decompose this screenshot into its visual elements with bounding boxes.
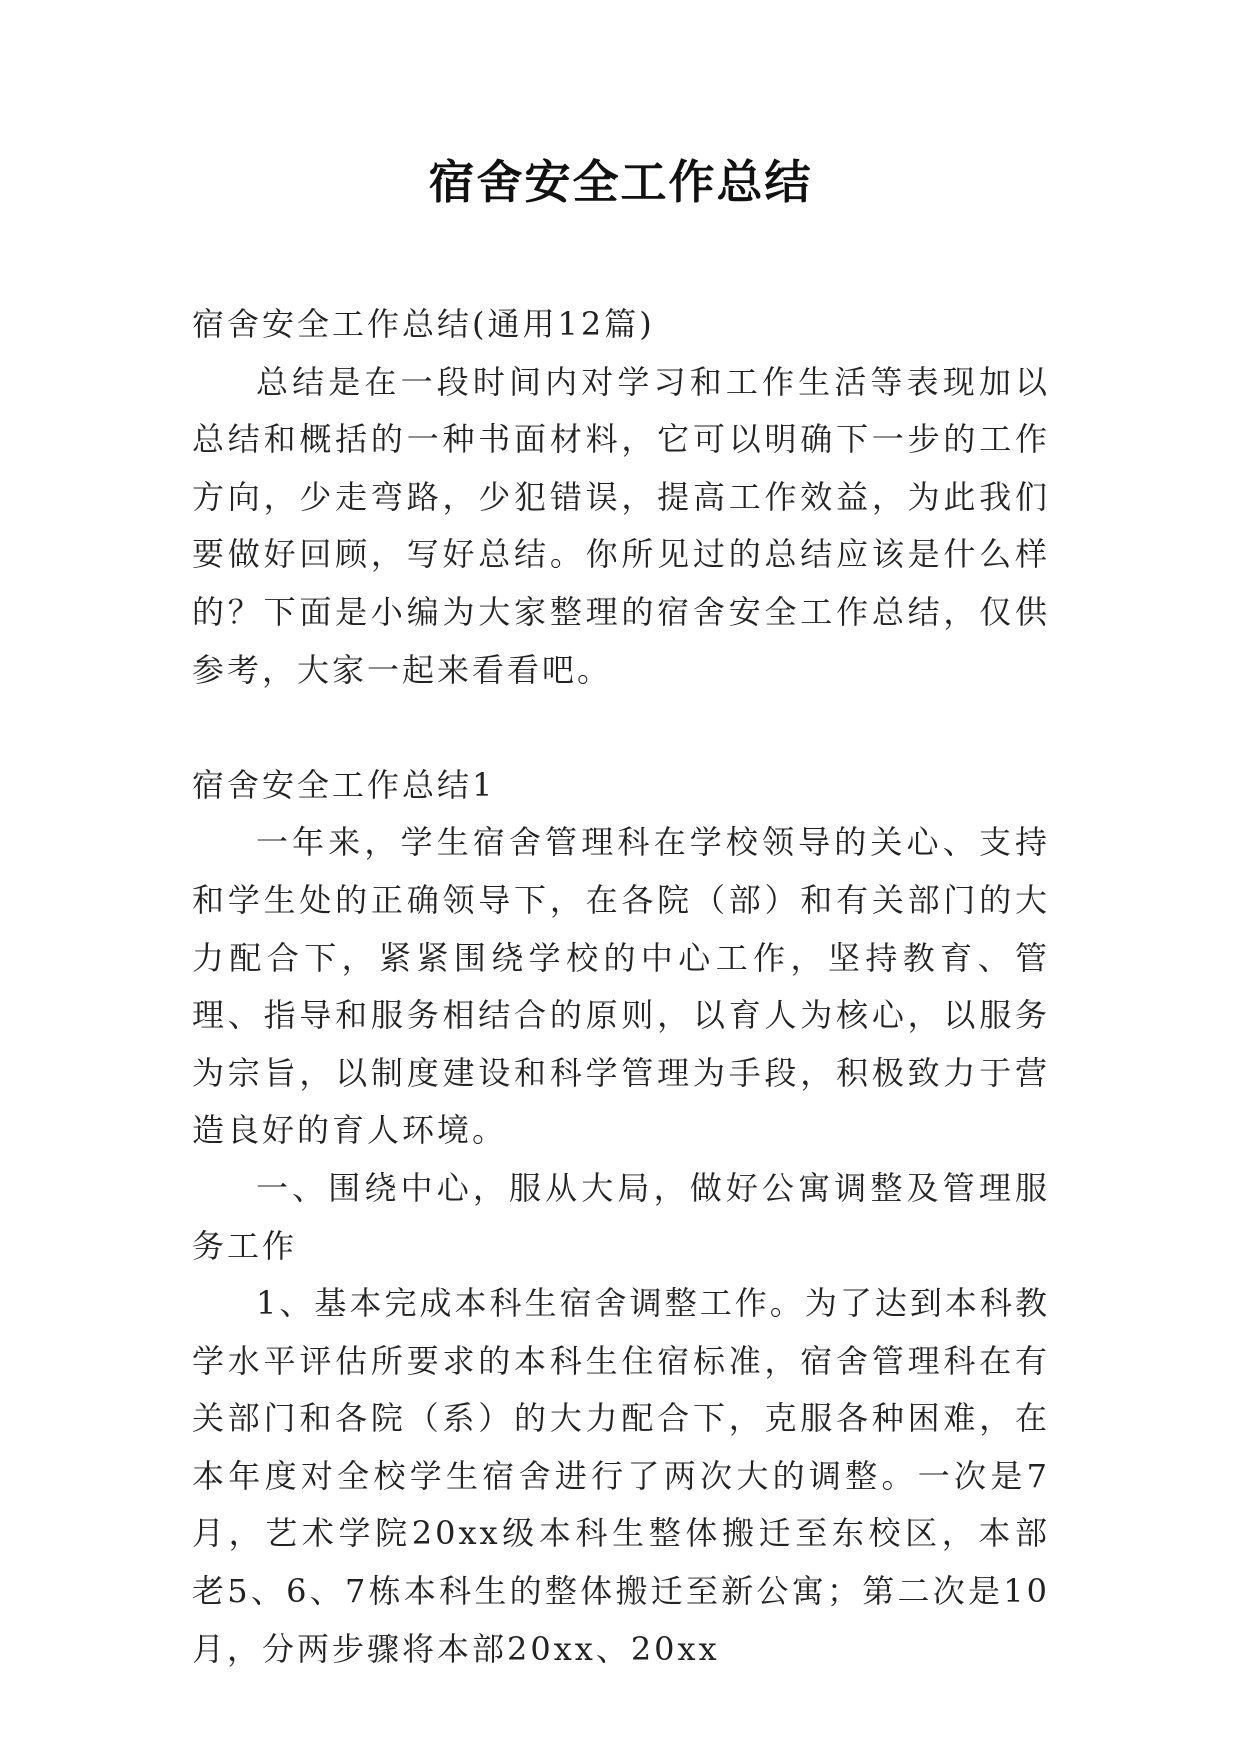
document-body <box>192 296 1050 1678</box>
section-heading: 宿舍安全工作总结1 <box>192 765 496 804</box>
paragraph-spacer <box>192 699 1050 757</box>
section-point-heading: 一、围绕中心，服从大局，做好公寓调整及管理服务工作 <box>192 1168 1050 1265</box>
document-subtitle: 宿舍安全工作总结(通用12篇) <box>192 305 655 343</box>
document-title: 宿舍安全工作总结 <box>428 155 813 209</box>
section-paragraph: 一年来，学生宿舍管理科在学校领导的关心、支持和学生处的正确领导下，在各院（部）和有关部门的大力配合下，紧紧围绕学校的中心工作，坚持教育、管理、指导和服务相结合的原则，以育人为核心，以服务为宗旨，以制度建设和科学管理为手段，积极致力于营造良好的育人环境。 <box>192 823 1050 1150</box>
section-point-item: 1、基本完成本科生宿舍调整工作。为了达到本科教学水平评估所要求的本科生住宿标准，宿舍管理科在有关部门和各院（系）的大力配合下，克服各种困难，在本年度对全校学生宿舍进行了两次大的调整。一次是7月，艺术学院20xx级本科生整体搬迁至东校区，本部老5、6、7栋本科生的整体搬迁至新公寓；第二次是10月，分两步骤将本部20xx、20xx <box>192 1284 1050 1668</box>
intro-paragraph: 总结是在一段时间内对学习和工作生活等表现加以总结和概括的一种书面材料，它可以明确下一步的工作方向，少走弯路，少犯错误，提高工作效益，为此我们要做好回顾，写好总结。你所见过的总结应该是什么样的？下面是小编为大家整理的宿舍安全工作总结，仅供参考，大家一起来看看吧。 <box>192 362 1050 689</box>
